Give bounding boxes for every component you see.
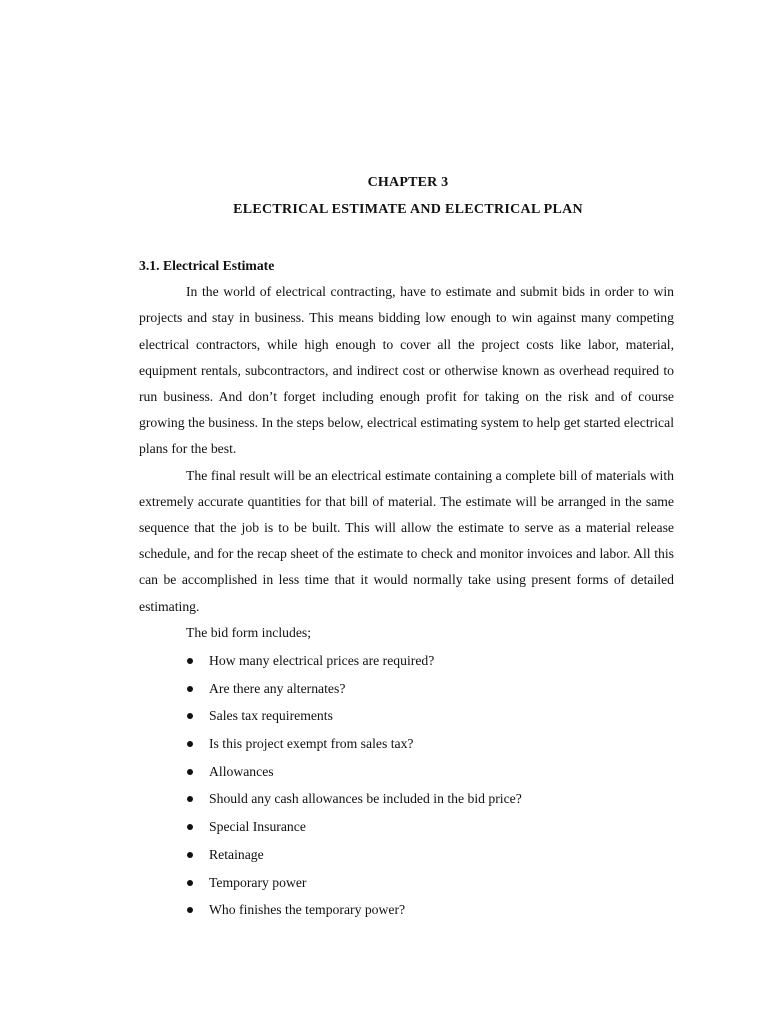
list-item-text: Retainage bbox=[209, 846, 264, 862]
list-item-text: How many electrical prices are required? bbox=[209, 653, 435, 669]
body-paragraph-2: The final result will be an electrical estimate containing a complete bill of materials with extremely accurate quantities for that bill of material. The estimate will be arranged in the same sequence that the job is to be built. This will allow the estimate to serve as a material release schedule, and for the recap sheet of the estimate to check and monitor invoices and labor. All this can be accomplished in less time that it would normally take using present forms of detailed estimating. bbox=[139, 467, 674, 614]
bullet-icon bbox=[187, 713, 193, 719]
bullet-icon bbox=[187, 796, 193, 802]
list-item-text: Special Insurance bbox=[209, 819, 306, 835]
bullet-icon bbox=[187, 741, 193, 747]
document-body bbox=[139, 253, 674, 924]
list-item-text: Should any cash allowances be included in the bid price? bbox=[209, 791, 522, 807]
list-item-text: Who finishes the temporary power? bbox=[209, 902, 406, 918]
bullet-icon bbox=[187, 769, 193, 775]
list-intro: The bid form includes; bbox=[186, 624, 312, 640]
list-item-text: Is this project exempt from sales tax? bbox=[209, 736, 414, 752]
body-paragraph-1: In the world of electrical contracting, have to estimate and submit bids in order to win projects and stay in business. This means bidding low enough to win against many competing electrical contractors, while high enough to cover all the project costs like labor, material, equipment rentals, subcontractors, and indirect cost or otherwise known as overhead required to run business. And don’t forget including enough profit for taking on the risk and of course growing the business. In the steps below, electrical estimating system to help get started electrical plans for the best. bbox=[139, 284, 674, 457]
list-item-text: Are there any alternates? bbox=[209, 680, 346, 696]
list-item bbox=[139, 869, 674, 897]
list-item bbox=[139, 813, 674, 841]
list-item-text: Temporary power bbox=[209, 874, 307, 890]
list-item-text: Sales tax requirements bbox=[209, 708, 333, 724]
bullet-icon bbox=[187, 658, 193, 664]
bullet-icon bbox=[187, 852, 193, 858]
list-item bbox=[139, 785, 674, 813]
section-heading: 3.1. Electrical Estimate bbox=[139, 258, 275, 273]
list-item bbox=[139, 675, 674, 703]
bullet-icon bbox=[187, 907, 193, 913]
bullet-icon bbox=[187, 686, 193, 692]
list-item-text: Allowances bbox=[209, 763, 274, 779]
chapter-number: CHAPTER 3 bbox=[367, 175, 449, 190]
chapter-title: ELECTRICAL ESTIMATE AND ELECTRICAL PLAN bbox=[233, 202, 583, 217]
list-item bbox=[139, 730, 674, 758]
list-item bbox=[139, 702, 674, 730]
list-item bbox=[139, 896, 674, 924]
bullet-icon bbox=[187, 824, 193, 830]
list-item bbox=[139, 647, 674, 675]
list-item bbox=[139, 758, 674, 786]
bid-form-list bbox=[139, 647, 674, 924]
list-item bbox=[139, 841, 674, 869]
bullet-icon bbox=[187, 880, 193, 886]
